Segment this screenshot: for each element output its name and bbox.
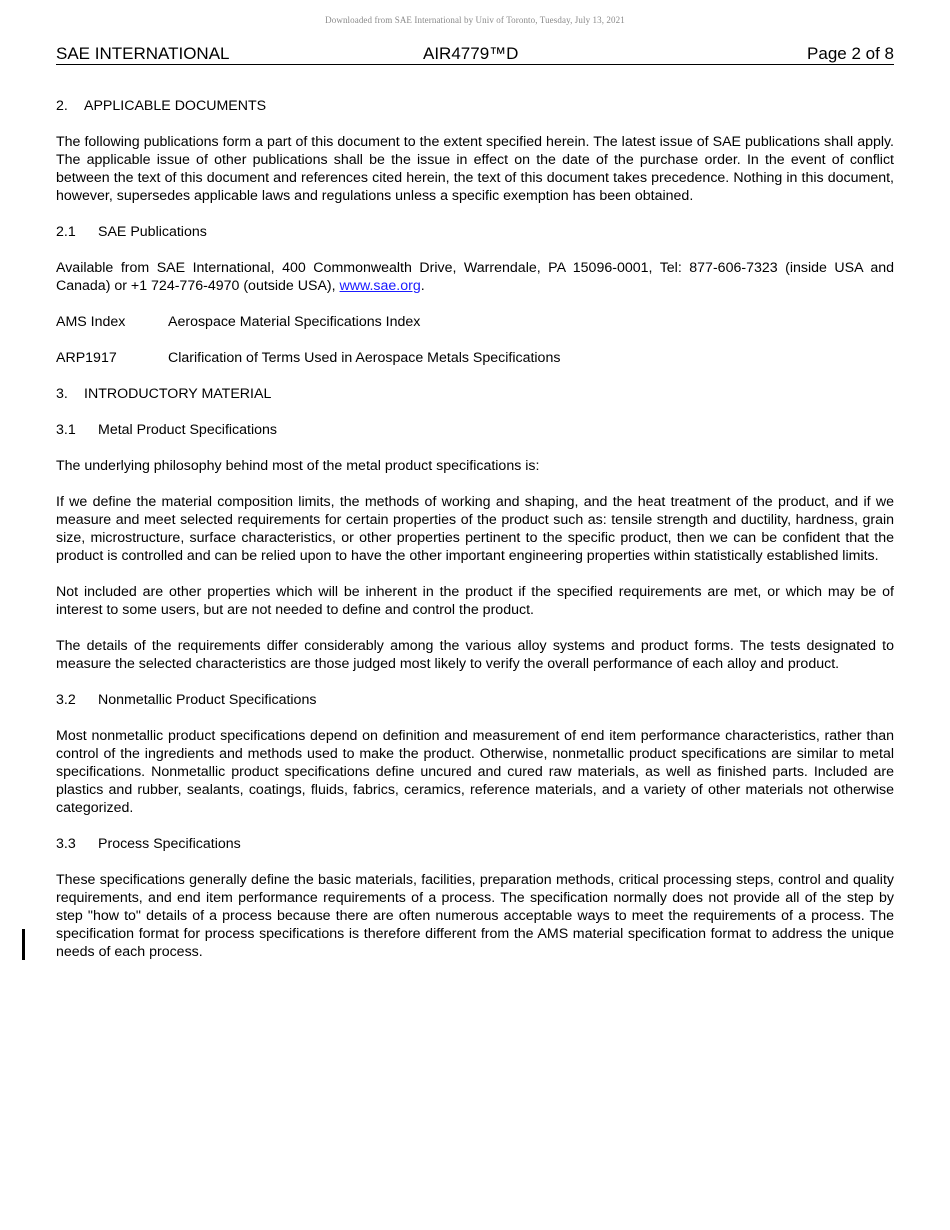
section-title: Nonmetallic Product Specifications [98, 692, 317, 708]
header-organization: SAE INTERNATIONAL [56, 44, 230, 63]
reference-code: AMS Index [56, 314, 126, 330]
header-page-number: Page 2 of 8 [807, 44, 894, 63]
section-number: 2. [56, 98, 68, 114]
paragraph-metal-philosophy: The underlying philosophy behind most of the metal product specifications is: [56, 458, 540, 474]
availability-trailing: . [420, 278, 425, 294]
revision-change-bar [22, 929, 25, 960]
section-heading-3-2 [56, 691, 894, 709]
paragraph-metal-details: The details of the requirements differ considerably among the various alloy systems and product forms. The tests designated to measure the selected characteristics are those judged most likely to verify the overall performance of each alloy and product. [56, 638, 894, 672]
section-heading-2 [56, 97, 894, 115]
download-watermark: Downloaded from SAE International by Univ of Toronto, Tuesday, July 13, 2021 [325, 15, 625, 25]
paragraph-nonmetallic: Most nonmetallic product specifications depend on definition and measurement of end item performance characteristics, rather than control of the ingredients and methods used to make the product. Otherwise, nonmetallic product specifications are similar to metal specifications. Nonmetallic product specifications define uncured and cured raw materials, as well as finished parts. Included are plastics and rubber, sealants, coatings, fluids, fabrics, ceramics, reference materials, and a variety of other materials not otherwise categorized. [56, 728, 894, 816]
section-number: 3.1 [56, 422, 76, 438]
paragraph-applicable-documents: The following publications form a part of this document to the extent specified herein. The latest issue of SAE publications shall apply. The applicable issue of other publications shall be the issue in effect on the date of the purchase order. In the event of conflict between the text of this document and references cited herein, the text of this document takes precedence. Nothing in this document, however, supersedes applicable laws and regulations unless a specific exemption has been obtained. [56, 134, 894, 204]
page-header [56, 43, 894, 65]
section-title: Process Specifications [98, 836, 241, 852]
section-title: APPLICABLE DOCUMENTS [84, 98, 267, 114]
section-heading-3-1 [56, 421, 894, 439]
reference-code: ARP1917 [56, 350, 117, 366]
header-document-id: AIR4779™D [423, 44, 519, 63]
section-heading-2-1 [56, 223, 894, 241]
sae-website-link[interactable]: www.sae.org [339, 278, 421, 294]
section-number: 3.2 [56, 692, 76, 708]
section-title: SAE Publications [98, 224, 207, 240]
reference-title: Aerospace Material Specifications Index [168, 314, 421, 330]
section-number: 3. [56, 386, 68, 402]
reference-item [56, 313, 894, 331]
document-body [56, 97, 894, 979]
section-number: 2.1 [56, 224, 76, 240]
paragraph-metal-not-included: Not included are other properties which will be inherent in the product if the specified requirements are met, or which may be of interest to some users, but are not needed to define and control the product. [56, 584, 894, 618]
paragraph-process: These specifications generally define the basic materials, facilities, preparation methods, critical processing steps, control and quality requirements, and end item performance requirements of a process. The specification normally does not provide all of the step by step "how to" details of a process because there are often numerous acceptable ways to meet the requirements of a process. The specification format for process specifications is therefore different from the AMS material specification format to address the unique needs of each process. [56, 872, 894, 960]
reference-title: Clarification of Terms Used in Aerospace Metals Specifications [168, 350, 561, 366]
availability-text: Available from SAE International, 400 Commonwealth Drive, Warrendale, PA 15096-0001, Tel: 877-606-7323 (inside USA and Canada) or +1 724-776-4970 (outside USA), [56, 260, 894, 294]
paragraph-metal-definition: If we define the material composition limits, the methods of working and shaping, and the heat treatment of the product, and if we measure and meet selected requirements for certain properties of the product such as: tensile strength and ductility, hardness, grain size, microstructure, surface characteristics, or other properties pertinent to the specific product, then we can be confident that the product is controlled and can be relied upon to have the other important engineering properties within statistically established limits. [56, 494, 894, 564]
section-title: INTRODUCTORY MATERIAL [84, 386, 272, 402]
section-number: 3.3 [56, 836, 76, 852]
reference-item [56, 349, 894, 367]
section-title: Metal Product Specifications [98, 422, 278, 438]
section-heading-3-3 [56, 835, 894, 853]
paragraph-sae-availability [56, 259, 894, 295]
section-heading-3 [56, 385, 894, 403]
